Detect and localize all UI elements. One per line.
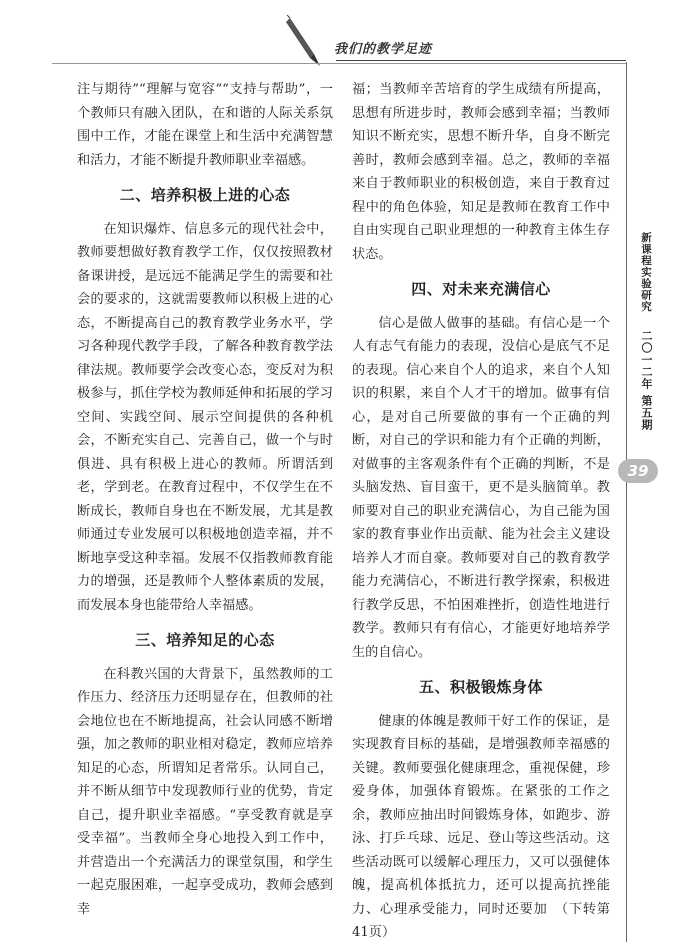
left-column [77,78,333,921]
paragraph: 福；当教师辛苦培育的学生成绩有所提高，思想有所进步时，教师会感到幸福；当教师知识不断充实，思想不断升华，自身不断完善时，教师会感到幸福。总之，教师的幸福来自于教师职业的积极创造，来自于教育过程中的角色体验，知足是教师在教育工作中自由实现自己职业理想的一种教育主体生存状态。 [352,82,610,262]
section-heading-3: 三、培养知足的心态 [135,631,275,649]
right-column [352,78,610,945]
section-heading-2: 二、培养积极上进的心态 [119,186,291,204]
fountain-pen-icon [284,14,324,70]
paragraph: 在科教兴国的大背景下，虽然教师的工作压力、经济压力还明显存在，但教师的社会地位也在不断地提高，社会认同感不断增强，加之教师的职业相对稳定，教师应培养知足的心态，所谓知足者常乐。认同自己，并不断从细节中发现教师行业的优势，肯定自己，提升职业幸福感。“享受教育就是享受幸福”。当教师全身心地投入到工作中，并营造出一个充满活力的课堂氛围，和学生一起克服困难，一起享受成功，教师会感到幸 [77,666,333,917]
section-heading-4: 四、对未来充满信心 [411,280,551,298]
page-header [0,0,680,80]
section-title: 我们的教学足迹 [328,38,438,57]
paragraph: 信心是做人做事的基础。有信心是一个人有志气有能力的表现，没信心是底气不足的表现。信心来自个人的追求，来自个人知识的积累，来自个人才干的增加。做事有信心，是对自己所要做的事有一个正确的判断，对自己的学识和能力有个正确的判断，对做事的主客观条件有个正确的判断，不是头脑发热、盲目蛮干，更不是头脑简单。教师要对自己的职业充满信心，为自己能为国家的教育事业作出贡献、能为社会主义建设培养人才而自豪。教师要对自己的教育教学能力充满信心，不断进行教学探索，积极进行教学反思，不怕困难挫折，创造性地进行教学。教师只有有信心，才能更好地培养学生的自信心。 [352,315,610,660]
paragraph: 在知识爆炸、信息多元的现代社会中，教师要想做好教育教学工作，仅仅按照教材备课讲授，是远远不能满足学生的需要和社会的要求的，这就需要教师以积极上进的心态，不断提高自己的教育教学业务水平，学习各种现代教学手段，了解各种教育教学法律法规。教师要学会改变心态，变反对为积极参与，抓住学校为教师延伸和拓展的学习空间、实践空间、展示空间提供的各种机会，不断充实自己、完善自己，做一个与时俱进、具有积极上进心的教师。所谓活到老，学到老。在教育过程中，不仅学生在不断成长，教师自身也在不断发展，尤其是教师通过专业发展可以积极地创造幸福，并不断地享受这种幸福。发展不仅指教师教育能力的增强，还是教师个人整体素质的发展，而发展本身也能带给人幸福感。 [77,221,333,613]
section-heading-5: 五、积极锻炼身体 [418,678,543,696]
paragraph: 健康的体魄是教师干好工作的保证，是实现教育目标的基础，是增强教师幸福感的关键。教师要强化健康理念，重视保健，珍爱身体，加强体育锻炼。在紧张的工作之余，教师应抽出时间锻炼身体，如跑步、游泳、打乒乓球、远足、登山等这些活动。这些活动既可以缓解心理压力，又可以强健体魄，提高机体抵抗力，还可以提高抗挫能力、心理承受能力，同时还要加 （下转第41页） [352,713,610,940]
page-number: 39 [618,459,658,483]
journal-name: 新课程实验研究 [640,232,652,313]
header-rule [52,63,626,64]
paragraph: 注与期待”“理解与宽容”“支持与帮助”，一个教师只有融入团队，在和谐的人际关系氛围中工作，才能在课堂上和生活中充满智慧和活力，才能不断提升教师职业幸福感。 [77,82,333,168]
header-rule-dark [336,60,626,61]
issue-label: 二〇一二年 第五期 [640,330,653,431]
side-rule [626,62,627,942]
